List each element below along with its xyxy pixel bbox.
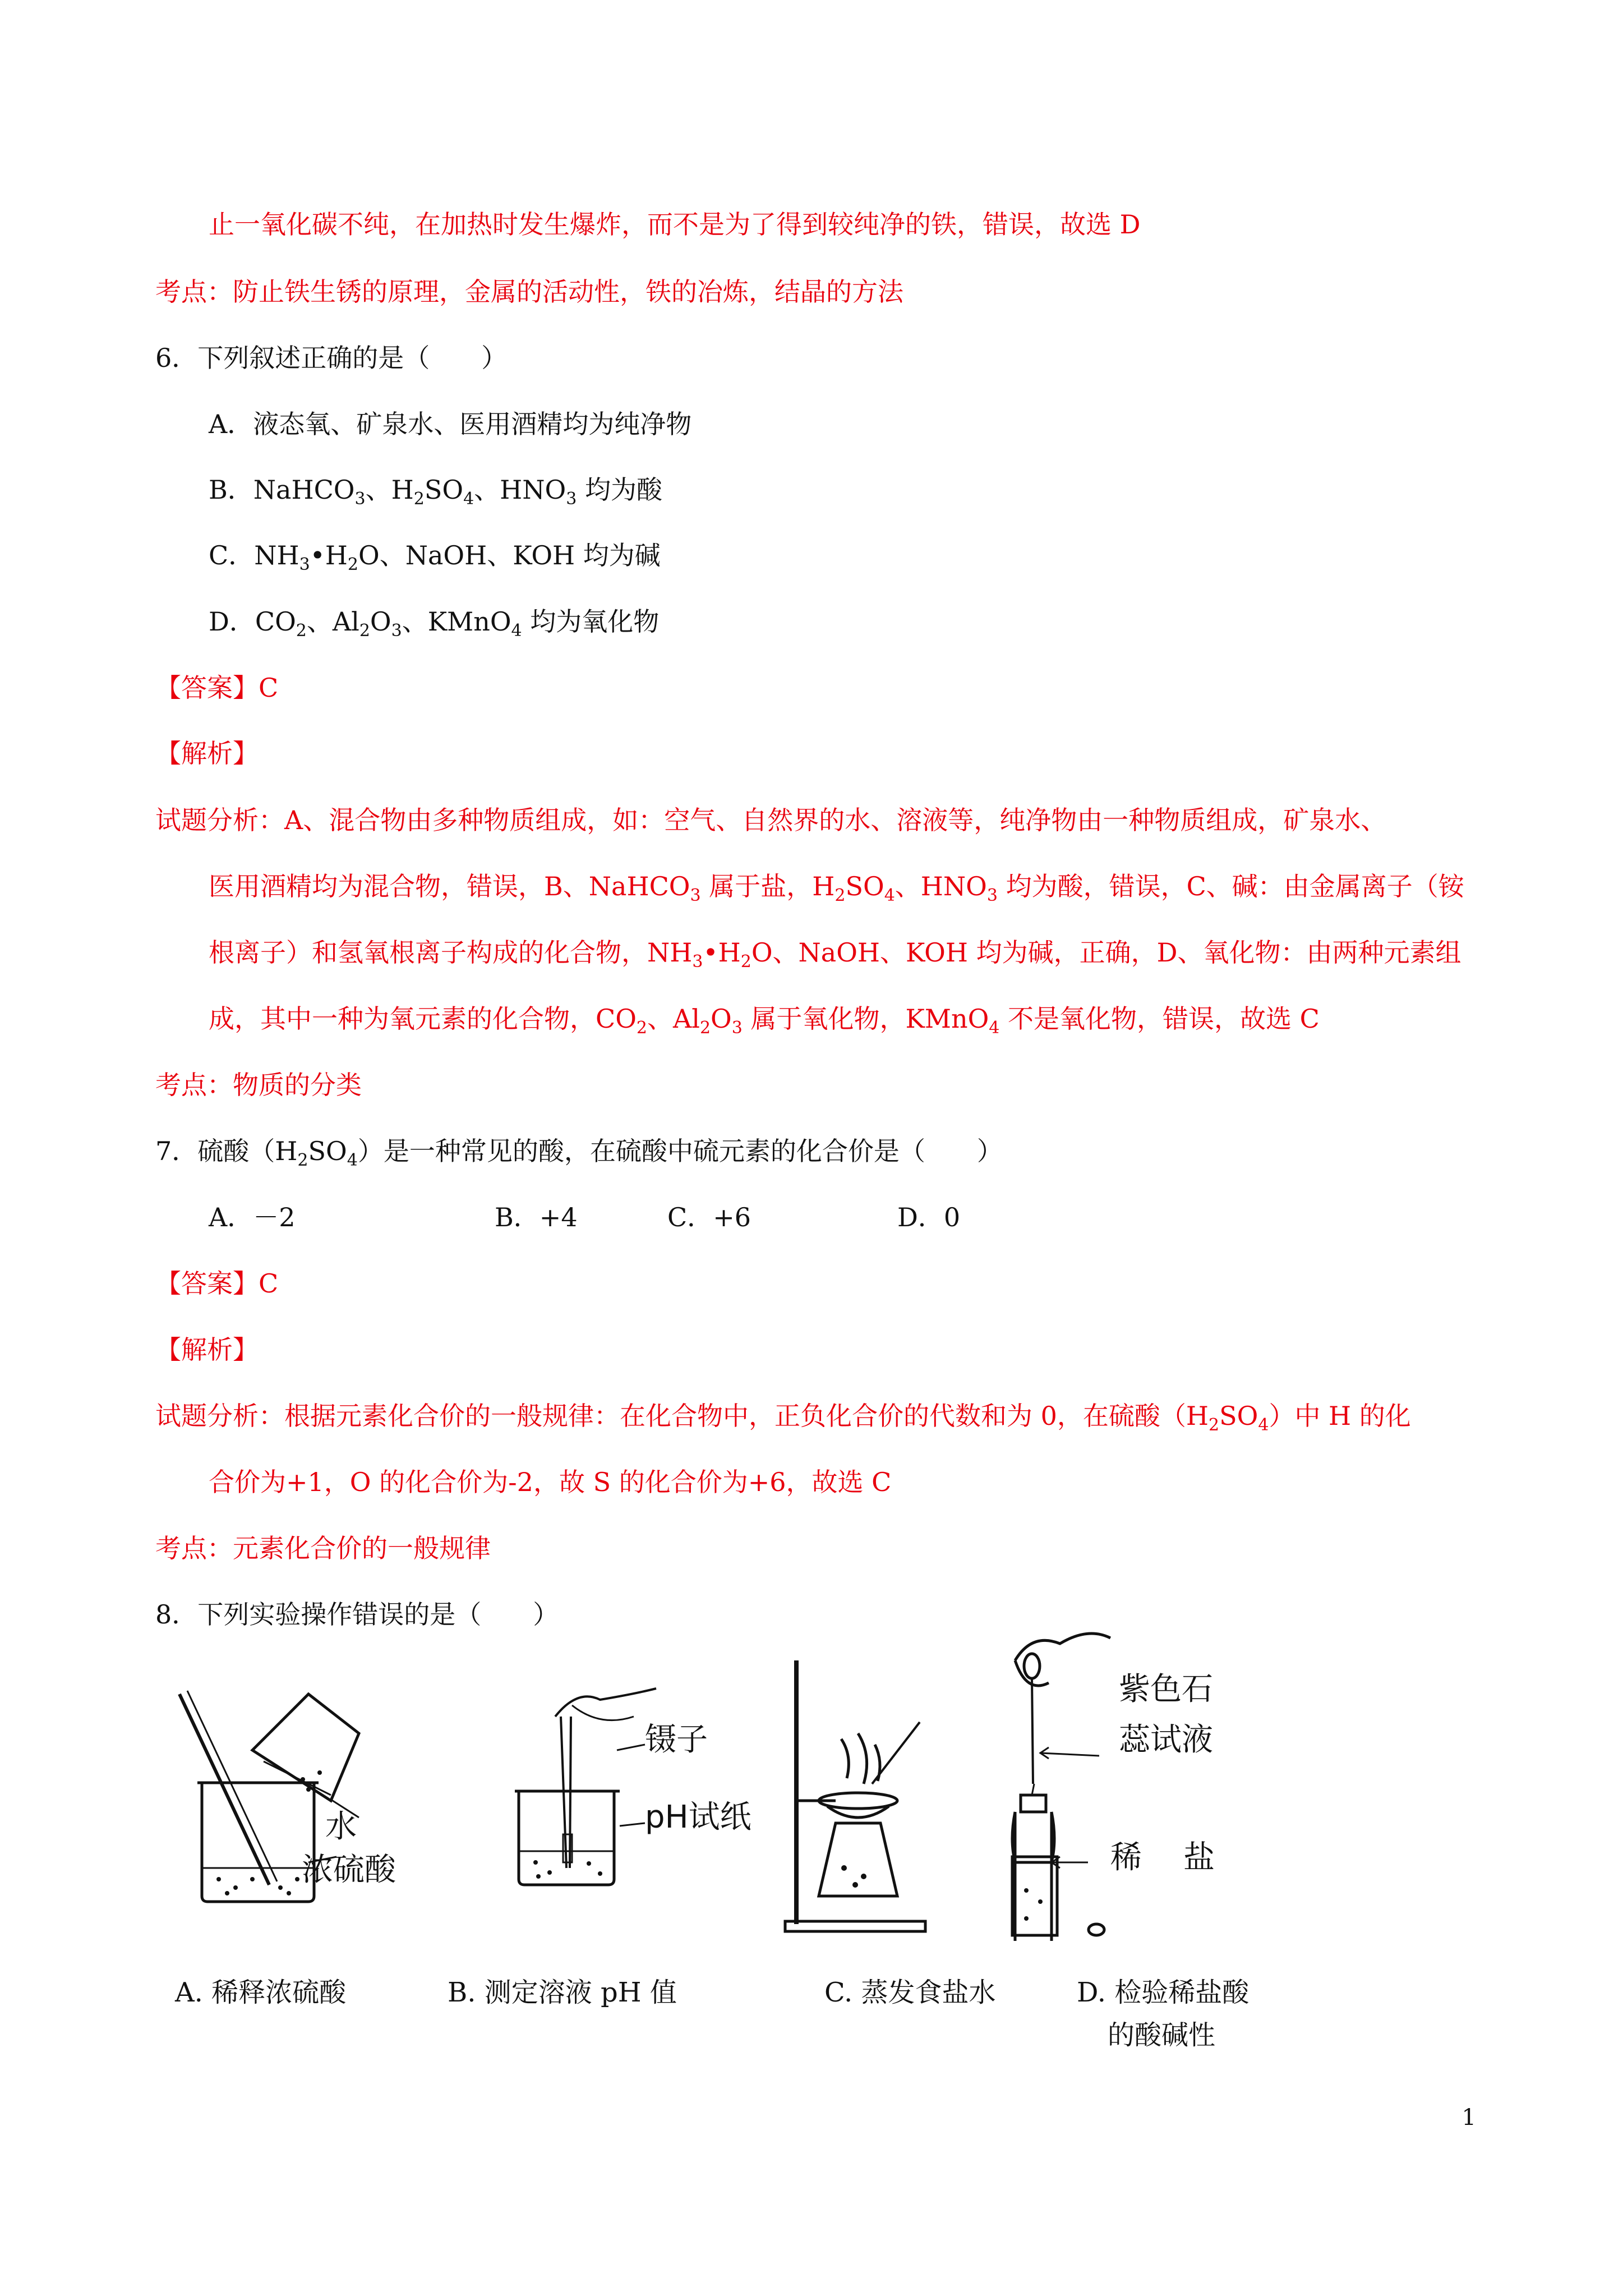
q6-option-c: C．$NH_3•H_2O$、NaOH、KOH 均为碱 bbox=[209, 540, 661, 574]
q6-jiexi-heading: 【解析】 bbox=[155, 738, 259, 769]
figure-d-litmus-label-1: 紫色石 bbox=[1119, 1671, 1213, 1708]
q7-kaodian: 考点：元素化合价的一般规律 bbox=[155, 1533, 491, 1563]
q6-kaodian: 考点：物质的分类 bbox=[155, 1070, 362, 1100]
figure-d-hcl-label-2: 盐 bbox=[1183, 1839, 1215, 1876]
figure-b-caption: B. 测定溶液 pH 值 bbox=[448, 1977, 677, 2008]
q6-analysis-line-3: 根离子）和氢氧根离子构成的化合物，$NH_3•H_2O$、NaOH、KOH 均为碱，正确，D、氧化物：由两种元素组 bbox=[209, 937, 1461, 972]
figure-d-litmus-test bbox=[998, 1627, 1267, 1941]
q6-analysis-line-2: 医用酒精均为混合物，错误，B、NaHCO$_3$ 属于盐，$H_2SO_4$、$HNO_3$ 均为酸，错误，C、碱：由金属离子（铵 bbox=[209, 871, 1464, 905]
q6-stem: 6．下列叙述正确的是（ ） bbox=[155, 343, 508, 373]
q7-answer: 【答案】C bbox=[155, 1268, 279, 1299]
q6-option-d: D．$CO_2$、$Al_2O_3$、KMnO$_4$ 均为氧化物 bbox=[209, 606, 660, 641]
q7-stem: 7．硫酸$(H_2SO_4)$是一种常见的酸，在硫酸中硫元素的化合价是（ ） bbox=[155, 1136, 1003, 1170]
q7-option-a: A．－2 bbox=[209, 1202, 296, 1232]
figure-a-water-label: 水 bbox=[325, 1809, 357, 1845]
q7-analysis-line-1: 试题分析：根据元素化合价的一般规律：在化合物中，正负化合价的代数和为 0，在硫酸$(H_2SO_4)$中 H 的化 bbox=[155, 1401, 1411, 1435]
q5-kaodian: 考点：防止铁生锈的原理，金属的活动性，铁的冶炼，结晶的方法 bbox=[155, 277, 903, 307]
q7-analysis-line-2: 合价为+1，O 的化合价为-2，故 S 的化合价为+6，故选 C bbox=[209, 1467, 892, 1497]
q7-option-d: D．0 bbox=[897, 1202, 961, 1232]
q8-stem: 8．下列实验操作错误的是（ ） bbox=[155, 1599, 559, 1630]
q6-analysis-line-4: 成，其中一种为氧元素的化合物，$CO_2$、$Al_2O_3$ 属于氧化物，KMnO$_4$ 不是氧化物，错误，故选 C bbox=[209, 1004, 1320, 1038]
q6-answer: 【答案】C bbox=[155, 673, 279, 703]
figure-a-acid-label: 浓硫酸 bbox=[302, 1852, 396, 1888]
figure-b-ph-paper-label: pH试纸 bbox=[645, 1799, 751, 1835]
figure-b-ph-test bbox=[505, 1683, 751, 1907]
figure-c-evaporation bbox=[774, 1655, 942, 1935]
figure-a-dilute-acid bbox=[168, 1672, 460, 1918]
q7-jiexi-heading: 【解析】 bbox=[155, 1335, 259, 1365]
q7-option-c: C．+6 bbox=[667, 1202, 751, 1232]
q6-option-a: A．液态氧、矿泉水、医用酒精均为纯净物 bbox=[209, 409, 692, 439]
figure-c-caption: C. 蒸发食盐水 bbox=[824, 1977, 996, 2008]
figure-d-hcl-label-1: 稀 bbox=[1110, 1839, 1142, 1876]
q5-continuation: 止一氧化碳不纯，在加热时发生爆炸，而不是为了得到较纯净的铁，错误，故选 D bbox=[209, 209, 1141, 240]
figure-d-caption-1: D. 检验稀盐酸 bbox=[1077, 1977, 1249, 2008]
page-number: 1 bbox=[1461, 2105, 1476, 2131]
q6-option-b: B．NaHCO$_3$、$H_2SO_4$、$HNO_3$ 均为酸 bbox=[209, 475, 662, 509]
q7-option-b: B．+4 bbox=[495, 1202, 578, 1232]
q6-analysis-line-1: 试题分析：A、混合物由多种物质组成，如：空气、自然界的水、溶液等，纯净物由一种物质组成，矿泉水、 bbox=[155, 805, 1387, 835]
figure-a-caption: A. 稀释浓硫酸 bbox=[175, 1977, 347, 2008]
figure-b-tweezers-label: 镊子 bbox=[645, 1722, 708, 1758]
figure-d-caption-2: 的酸碱性 bbox=[1108, 2019, 1216, 2051]
figure-d-litmus-label-2: 蕊试液 bbox=[1119, 1722, 1213, 1758]
